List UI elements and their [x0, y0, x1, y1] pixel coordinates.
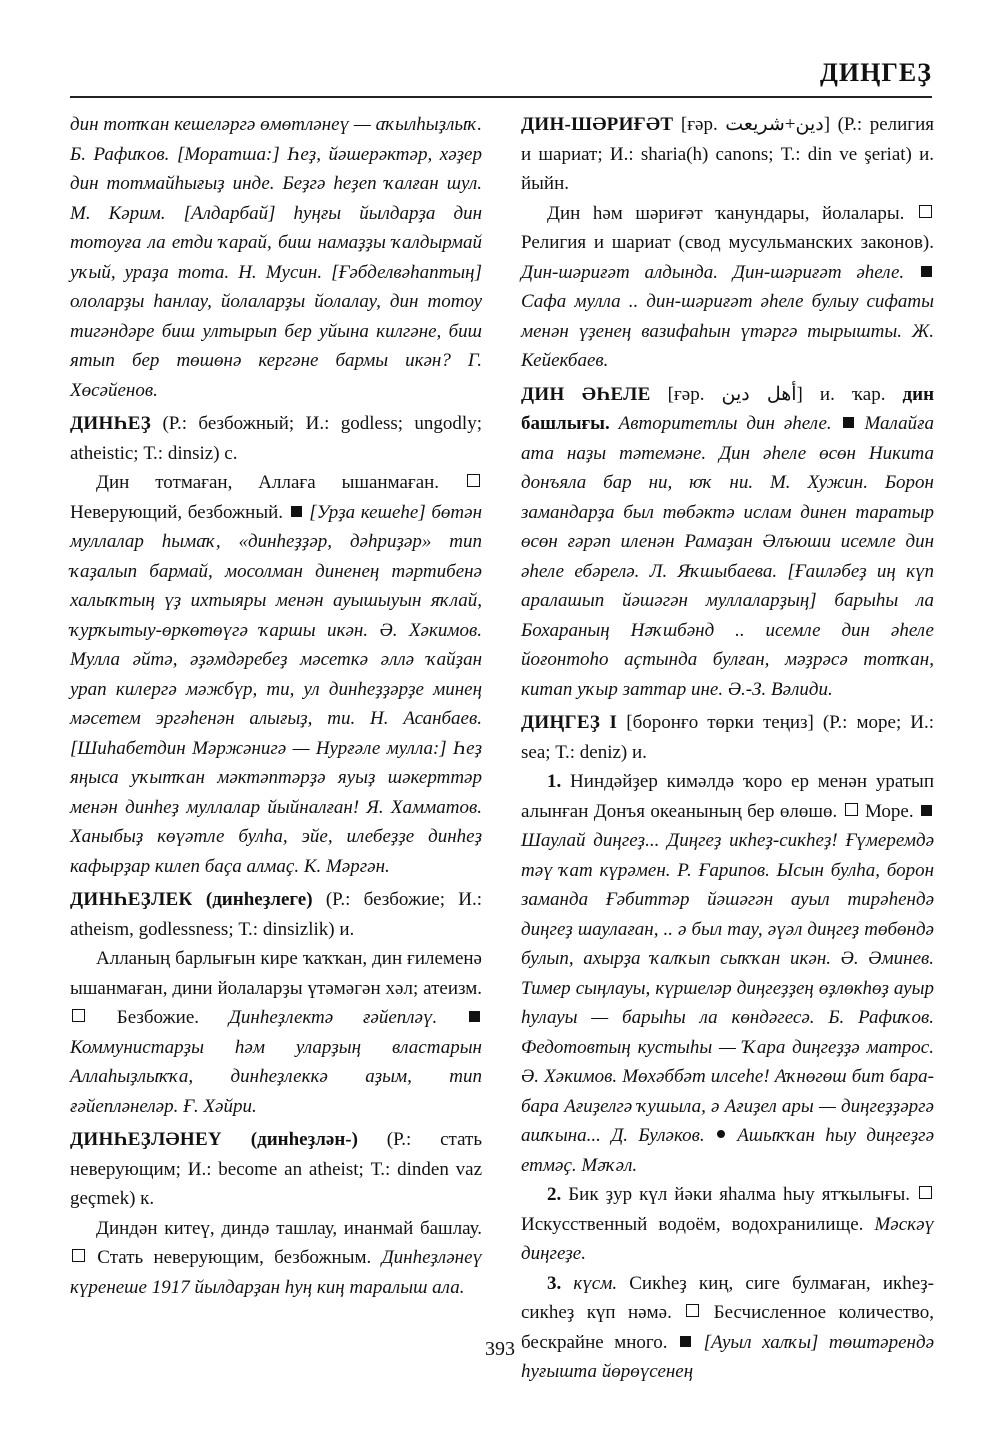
example-marker-icon	[469, 1011, 480, 1022]
russian-equivalent: Искусственный водоём, водохранилище.	[521, 1213, 864, 1235]
entry-dinhezlaneu	[70, 1125, 482, 1302]
example-marker-icon	[921, 805, 932, 816]
headword: ДИНҺЕҘЛӘНЕҮ	[70, 1129, 222, 1150]
usage-example: Малайға ата наҙы тәтемәне. Дин әһеле өсөн Никита донъяла бар ни, юҡ ни. М. Хужин. Борон замандарҙа был төбәктә ислам динен таратыр өсөн ғәрәп иленән Рамаҙан Әлъюши исемле дин әһеле ебәрелә. Л. Яҡшыбаева. [Ғаиләбеҙ иң күп аралашып йәшәгән муллаларҙың] барыһы ла Бохараның Нәҡшбәнд .. исемле дин әһеле йоғонтоһо аҫтында булған, мәҙрәсә тотҡан, китап уҡыр заттар ине. Ә.-З. Вәлиди.	[521, 413, 934, 700]
usage-example: Мәскәү диңгеҙе.	[521, 1213, 934, 1264]
definition: Сикһеҙ киң, сиге булмаған, икһеҙ-сикһеҙ күп нәмә.	[521, 1272, 934, 1323]
example-marker-icon	[291, 506, 302, 517]
russian-equivalent-marker-icon	[467, 474, 480, 487]
definition: Дин һәм шәриғәт ҡанундары, йолалары.	[547, 202, 905, 224]
headword-variant: (динһеҙлән-)	[221, 1129, 358, 1150]
russian-equivalent: Стать неверующим, безбожным.	[87, 1247, 372, 1268]
usage-phrase: Динһеҙлектә ғәйепләү.	[228, 1007, 438, 1028]
russian-equivalent-marker-icon	[919, 1186, 932, 1199]
usage-label: күсм.	[561, 1272, 618, 1294]
usage-example: [Урҙа кешеһе] бөтән муллалар һымаҡ, «динһеҙҙәр, дәһриҙәр» тип ҡаҙалып бармай, мосолман диненең тәртибенә халыҡтың үҙ ихтыяры менән ауышыуын яҡлай, ҡурҡытыу-өркөтөүгә ҡаршы икән. Ә. Хәкимов. Мулла әйтә, әҙәмдәребеҙ мәсеткә әллә ҡайҙан урап килергә мәжбүр, ти, ул динһеҙҙәрҙе минең мәсетем эргәһенән алығыҙ, ти. Н. Асанбаев. [Шиһабетдин Мәржәнигә — Нурғәле мулла:] Һеҙ яңыса уҡытҡан мәктәптәрҙә яуыҙ шәкерттәр менән динһеҙ муллалар йыйналған! Я. Хамматов. Ханыбыҙ көүәтле булһа, эйе, илебеҙҙе динһеҙ кафырҙар килеп баҫа алмаҫ. К. Мәргән.	[70, 501, 482, 877]
definition: Бик ҙур күл йәки яһалма һыу ятҡылығы.	[561, 1184, 910, 1205]
russian-equivalent-marker-icon	[72, 1009, 85, 1022]
definition: Алланың барлығын кире ҡаҡҡан, дин ғилеменә ышанмаған, дини йолаларҙы үтәмәгән хәл; атеизм.	[70, 948, 482, 999]
entry-dinhezlek	[70, 885, 482, 1121]
grammar-note: (Р.: стать неверующим; И.: become an atheist; Т.: dinden vaz geçmek) к.	[70, 1129, 482, 1209]
russian-equivalent-marker-icon	[72, 1249, 85, 1262]
entry-dinhez	[70, 409, 482, 881]
definition: Ниндәйҙер кимәлдә ҡоро ер менән уратып алынған Донъя океанының бер өлөшө.	[521, 771, 934, 822]
headword: ДИН-ШӘРИҒӘТ	[521, 114, 674, 135]
sense-number: 2.	[547, 1184, 562, 1205]
etymology: [ғәр. أهل دين] и. ҡар.	[650, 383, 886, 405]
entry-din-ahele	[521, 380, 934, 705]
headword: ДИҢГЕҘ I	[521, 712, 618, 733]
usage-example: Сафа мулла .. дин-шәриғәт әһеле булыу сифаты менән үҙенең вазифаһын үтәргә тырышты. Ж. Кейекбаев.	[521, 291, 934, 371]
usage-phrase: Дин-шәриғәт алдында. Дин-шәриғәт әһеле.	[521, 261, 905, 283]
running-head: ДИҢГЕҘ	[820, 58, 932, 87]
usage-example: Коммунистарҙы һәм уларҙың властарын Аллаһыҙлыҡҡа, динһеҙлеккә аҙым, тип ғәйепләнеләр. Ғ. Хәйри.	[70, 1036, 482, 1117]
page-number: 393	[485, 1338, 515, 1360]
usage-example: [Ауыл халҡы] төштәрендә һуғышта йөрөүсенең	[521, 1331, 935, 1382]
definition: Дин тотмаған, Аллаға ышанмаған.	[96, 472, 440, 493]
grammar-note: (Р.: безбожие; И.: atheism, godlessness; Т.: dinsizlik) и.	[70, 889, 482, 940]
headword-variant: (динһеҙлеге)	[192, 889, 313, 910]
russian-equivalent: Религия и шариат (свод мусульманских законов).	[521, 232, 934, 253]
russian-equivalent: Неверующий, безбожный.	[70, 501, 284, 523]
proverb: Ашыҡҡан һыу диңгеҙгә етмәҫ. Мәҡәл.	[521, 1125, 934, 1176]
headword: ДИН ӘҺЕЛЕ	[521, 383, 651, 405]
right-column	[521, 110, 934, 1391]
russian-equivalent: Безбожие.	[87, 1007, 200, 1028]
usage-example: Динһеҙләнеү күренеше 1917 йылдарҙан һуң киң таралыш ала.	[70, 1247, 482, 1298]
sense-number: 1.	[547, 771, 562, 792]
sense-number: 3.	[547, 1272, 562, 1294]
russian-equivalent: Бесчисленное количество, бескрайне много.	[521, 1302, 934, 1353]
example-marker-icon	[843, 417, 854, 428]
usage-example: Шаулай диңгеҙ... Диңгеҙ икһеҙ-сикһеҙ! Ғүмеремдә тәү ҡат күрәмен. Р. Ғарипов. Ысын булһа, борон заманда Ғәбиттәр йәшәгән ауыл тирәһендә диңгеҙ шаулаған, .. ә был тау, әүәл диңгеҙ төбөндә булып, ахырҙа ҡалҡып сыҡҡан икән. Ә. Әминев. Тимер сыңлауы, күршеләр диңгеҙҙең өҙлөкһөҙ ауыр һулауы — барыһы ла көндәгесә. Б. Рафиҡов. Федотовтың кустыһы — Ҡара диңгеҙҙә матрос. Ә. Хәкимов. Мөхәббәт илсеһе! Аҡнөгөш бит бара-бара Ағиҙелгә ҡушыла, ә Ағиҙел ары — диңгеҙҙәргә ашҡына... Д. Буләков.	[521, 830, 934, 1146]
cross-reference: дин башлығы.	[521, 383, 935, 434]
header-rule	[70, 96, 932, 98]
definition: Диндән китеү, диндә ташлау, инанмай башлау.	[96, 1217, 482, 1239]
headword: ДИНҺЕҘЛЕК	[70, 889, 193, 910]
usage-phrase: Авторитетлы дин әһеле.	[609, 413, 832, 434]
entry-dingez	[521, 708, 934, 1387]
left-column	[70, 110, 482, 1306]
grammar-note: (Р.: безбожный; И.: godless; ungodly; atheistic; Т.: dinsiz) с.	[70, 413, 482, 464]
entry-din-shariat	[521, 110, 934, 376]
etymology: [ғәр. دين+شريعت] (Р.: религия и шариат; И.: sharia(h) canons; Т.: din ve şeriat) и. йыйн.	[521, 114, 934, 194]
grammar-note: [боронғо төрки теңиз] (Р.: море; И.: sea; Т.: deniz) и.	[521, 712, 934, 763]
continued-entry-text: дин тотҡан кешеләргә өмөтләнеү — аҡылһыҙлыҡ. Б. Рафиҡов. [Моратша:] Һеҙ, йәшерәктәр, хәҙер дин тотмайһығыҙ инде. Беҙгә һеҙеп ҡалған шул. М. Кәрим. [Алдарбай] һуңғы йылдарҙа дин тотоуға ла етди ҡарай, биш намаҙҙы ҡалдырмай уҡый, ураҙа тота. Н. Мусин. [Ғәбделвәһаптың] ололарҙы һанлау, йолаларҙы йолалау, дин тотоу тигәндәре биш ултырып бер уйына килгәне, биш ятып бер төшөнә кергәне бармы икән? Г. Хөсәйенов.	[70, 114, 482, 401]
example-marker-icon	[921, 266, 932, 277]
russian-equivalent: Море.	[859, 800, 914, 822]
russian-equivalent-marker-icon	[845, 803, 858, 816]
russian-equivalent-marker-icon	[686, 1304, 699, 1317]
proverb-marker-icon	[717, 1130, 725, 1138]
russian-equivalent-marker-icon	[919, 205, 932, 218]
headword: ДИНҺЕҘ	[70, 413, 152, 434]
